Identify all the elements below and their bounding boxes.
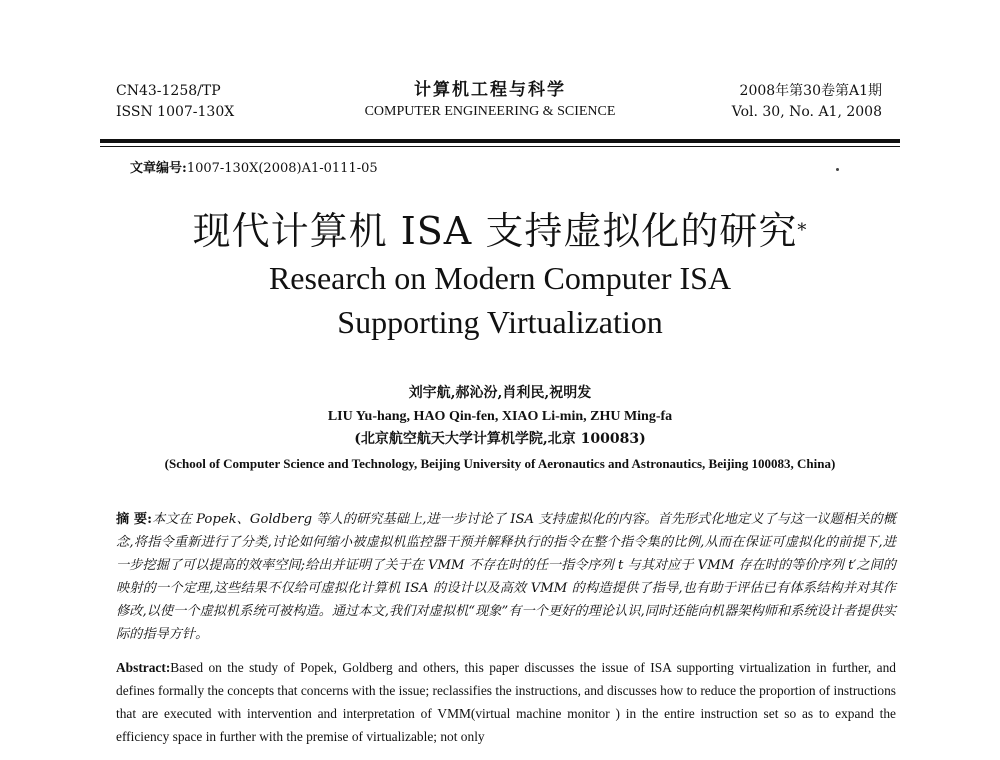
affiliation-cn: (北京航空航天大学计算机学院,北京 100083) [354,431,646,447]
title-footnote-mark: * [797,220,808,241]
speck [836,168,839,171]
title-cn-text: 现代计算机 ISA 支持虚拟化的研究 [192,209,798,253]
authors-cn: 刘宇航,郝沁汾,肖利民,祝明发 [408,385,592,401]
authors-en: LIU Yu-hang, HAO Qin-fen, XIAO Li-min, ZHU Ming-fa [327,409,673,424]
abstract-en [116,656,896,748]
title-en [0,256,1000,344]
article-number-label: 文章编号: [130,161,187,176]
issn: ISSN 1007-130X [116,104,235,120]
journal-name-cn: 计算机工程与科学 [414,80,566,100]
article-number [130,157,378,176]
issue-cn: 2008年第30卷第A1期 [739,83,882,99]
author-block [0,382,1000,451]
abstract-cn-label: 摘 要: [116,512,153,527]
affiliation-en: (School of Computer Science and Technology, Beijing University of Aeronautics and Astronautics, Beijing 100083, China) [164,456,836,471]
journal-name [310,79,670,123]
abstract-cn-text: 本文在 Popek、Goldberg 等人的研究基础上,进一步讨论了 ISA 支持虚拟化的内容。首先形式化地定义了与这一议题相关的概念,将指令重新进行了分类,讨论如何缩小被虚拟机监控器干预并解释执行的指令在整个指令集的比例,从而在保证可虚拟化的前提下,进一步挖掘了可以提高的效率空间;给出并证明了关于在 VMM 不存在时的任一指令序列 t 与其对应于 VMM 存在时的等价序列 t′之间的映射的一个定理,这些结果不仅给可虚拟化计算机 ISA 的设计以及高效 VMM 的构造提供了指导,也有助于评估已有体系结构并对其作修改,以使一个虚拟机系统可被构造。通过本文,我们对虚拟机“现象”有一个更好的理论认识,同时还能向机器架构师和系统设计者提供实际的指导方针。 [116,512,896,642]
journal-codes [116,81,234,123]
issue-en: Vol. 30, No. A1, 2008 [731,104,882,120]
abstract-cn [116,508,896,646]
title-en-line1: Research on Modern Computer ISA [268,260,732,296]
title-en-line2: Supporting Virtualization [337,304,663,340]
header-rule-thick [100,139,900,143]
title-cn [0,208,1000,254]
abstract-en-text: Based on the study of Popek, Goldberg and others, this paper discusses the issue of ISA supporting virtualization in further, and defines formally the concepts that concerns with the issue; reclassifies the instructions, and discusses how to reduce the proportion of instructions that are executed with intervention and interpretation of VMM(virtual machine monitor ) in the entire instruction set so as to expand the efficiency space in further with the premise of virtualizable; not only [116,660,896,744]
journal-issue [732,81,882,123]
journal-name-en: COMPUTER ENGINEERING & SCIENCE [364,104,616,119]
header-rule-thin [100,146,900,147]
abstract-en-label: Abstract: [116,660,171,675]
cn-code: CN43-1258/TP [116,83,221,99]
article-number-value: 1007-130X(2008)A1-0111-05 [186,161,378,176]
